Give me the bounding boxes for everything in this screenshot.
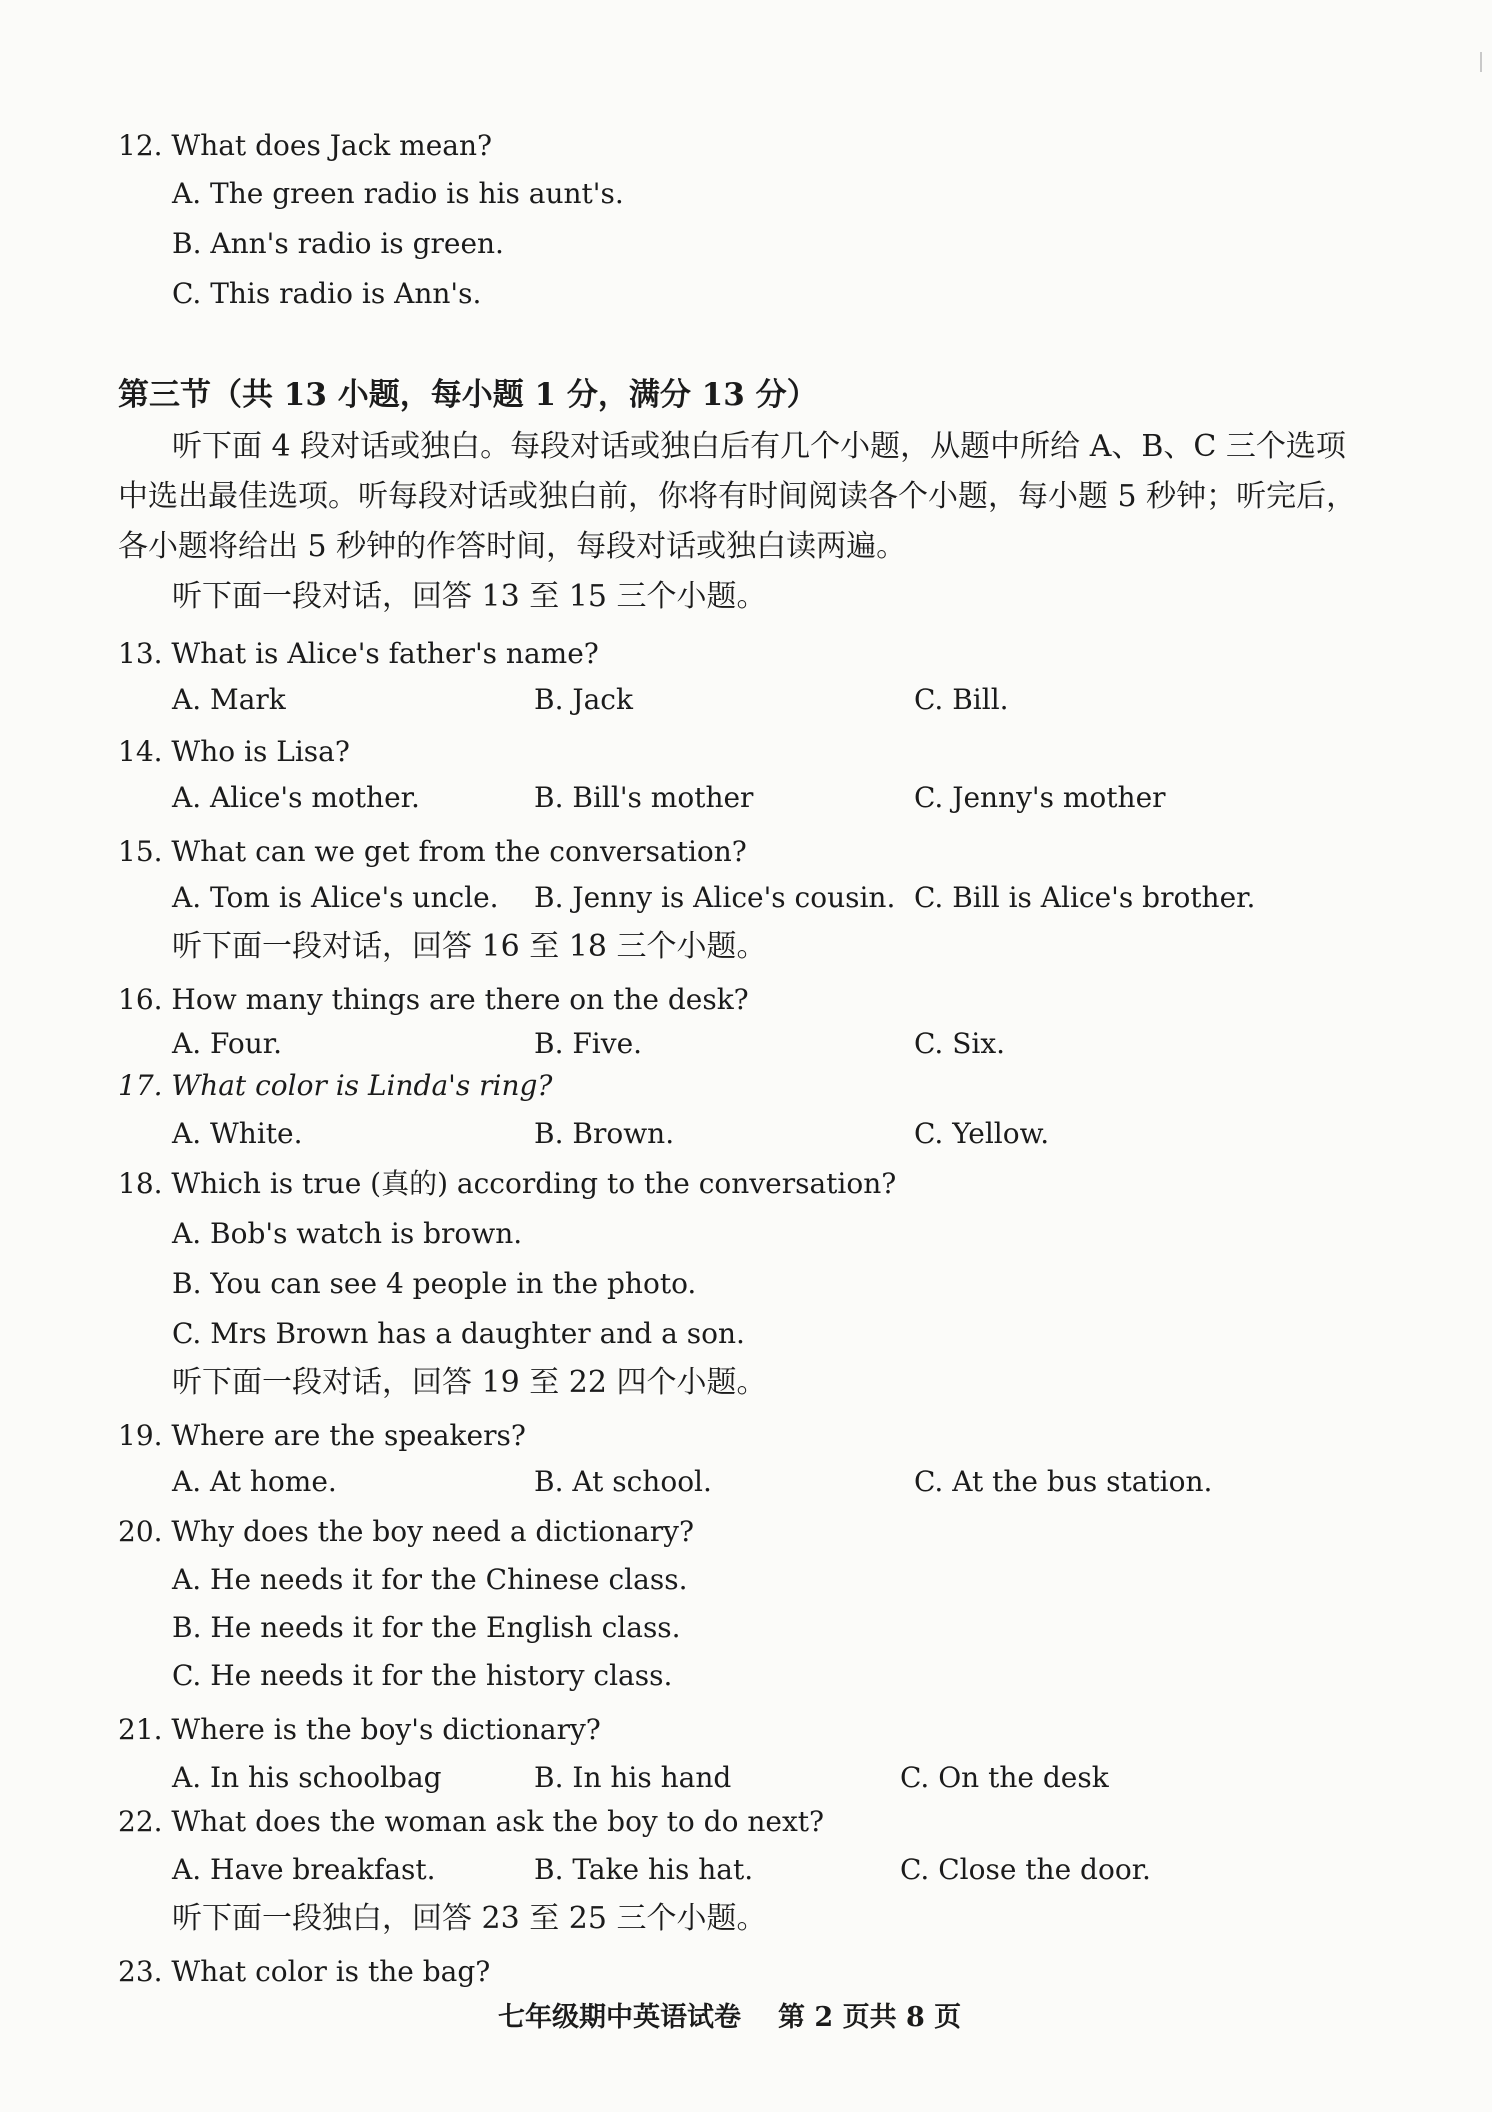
question-14-option-c: C. Jenny's mother <box>914 781 1166 814</box>
question-19-option-a: A. At home. <box>172 1465 337 1498</box>
question-22-stem: 22. What does the woman ask the boy to do next? <box>118 1805 825 1838</box>
question-23-stem: 23. What color is the bag? <box>118 1955 491 1988</box>
question-16-option-b: B. Five. <box>534 1027 643 1060</box>
question-12-stem: 12. What does Jack mean? <box>118 129 493 162</box>
question-15-stem: 15. What can we get from the conversation? <box>118 835 747 868</box>
question-14-option-b: B. Bill's mother <box>534 781 754 814</box>
question-22-option-a: A. Have breakfast. <box>172 1853 436 1886</box>
question-18-option-a: A. Bob's watch is brown. <box>172 1217 523 1250</box>
question-20-option-a: A. He needs it for the Chinese class. <box>172 1563 688 1596</box>
question-17-option-c: C. Yellow. <box>914 1117 1050 1150</box>
section-3-heading: 第三节（共 13 小题，每小题 1 分，满分 13 分） <box>118 377 818 413</box>
question-19-option-b: B. At school. <box>534 1465 712 1498</box>
section-3-instructions-1: 听下面 4 段对话或独白。每段对话或独白后有几个小题，从题中所给 A、B、C 三个选项 <box>172 429 1346 464</box>
question-12-option-a: A. The green radio is his aunt's. <box>172 177 624 210</box>
section-3-instructions-2: 中选出最佳选项。听每段对话或独白前，你将有时间阅读各个小题，每小题 5 秒钟；听完后， <box>118 479 1357 514</box>
question-15-option-a: A. Tom is Alice's uncle. <box>172 881 499 914</box>
section-3-instructions-3: 各小题将给出 5 秒钟的作答时间，每段对话或独白读两遍。 <box>118 529 907 564</box>
question-13-option-b: B. Jack <box>534 683 633 716</box>
scan-mark <box>1480 52 1482 72</box>
intro-23-25: 听下面一段独白，回答 23 至 25 三个小题。 <box>172 1901 767 1936</box>
question-19-stem: 19. Where are the speakers? <box>118 1419 526 1452</box>
question-18-option-c: C. Mrs Brown has a daughter and a son. <box>172 1317 745 1350</box>
footer-title: 七年级期中英语试卷 <box>498 2002 741 2033</box>
question-18-option-b: B. You can see 4 people in the photo. <box>172 1267 697 1300</box>
question-21-option-a: A. In his schoolbag <box>172 1761 442 1794</box>
question-16-stem: 16. How many things are there on the desk? <box>118 983 749 1016</box>
question-16-option-a: A. Four. <box>172 1027 283 1060</box>
question-17-stem: 17. What color is Linda's ring? <box>118 1069 553 1102</box>
question-17-option-a: A. White. <box>172 1117 303 1150</box>
intro-19-22: 听下面一段对话，回答 19 至 22 四个小题。 <box>172 1365 767 1400</box>
intro-13-15: 听下面一段对话，回答 13 至 15 三个小题。 <box>172 579 767 614</box>
question-12-option-b: B. Ann's radio is green. <box>172 227 504 260</box>
question-14-stem: 14. Who is Lisa? <box>118 735 350 768</box>
question-14-option-a: A. Alice's mother. <box>172 781 420 814</box>
question-12-option-c: C. This radio is Ann's. <box>172 277 482 310</box>
footer-page-number: 第 2 页共 8 页 <box>778 2002 962 2033</box>
question-22-option-c: C. Close the door. <box>900 1853 1151 1886</box>
question-15-option-c: C. Bill is Alice's brother. <box>914 881 1256 914</box>
question-17-option-b: B. Brown. <box>534 1117 675 1150</box>
question-20-option-c: C. He needs it for the history class. <box>172 1659 673 1692</box>
question-16-option-c: C. Six. <box>914 1027 1006 1060</box>
question-20-option-b: B. He needs it for the English class. <box>172 1611 681 1644</box>
question-13-stem: 13. What is Alice's father's name? <box>118 637 599 670</box>
question-20-stem: 20. Why does the boy need a dictionary? <box>118 1515 694 1548</box>
question-21-option-b: B. In his hand <box>534 1761 732 1794</box>
question-22-option-b: B. Take his hat. <box>534 1853 754 1886</box>
question-18-stem: 18. Which is true (真的) according to the conversation? <box>118 1167 897 1200</box>
question-21-option-c: C. On the desk <box>900 1761 1109 1794</box>
question-13-option-a: A. Mark <box>172 683 286 716</box>
question-19-option-c: C. At the bus station. <box>914 1465 1213 1498</box>
question-13-option-c: C. Bill. <box>914 683 1009 716</box>
intro-16-18: 听下面一段对话，回答 16 至 18 三个小题。 <box>172 929 767 964</box>
question-21-stem: 21. Where is the boy's dictionary? <box>118 1713 601 1746</box>
question-15-option-b: B. Jenny is Alice's cousin. <box>534 881 896 914</box>
